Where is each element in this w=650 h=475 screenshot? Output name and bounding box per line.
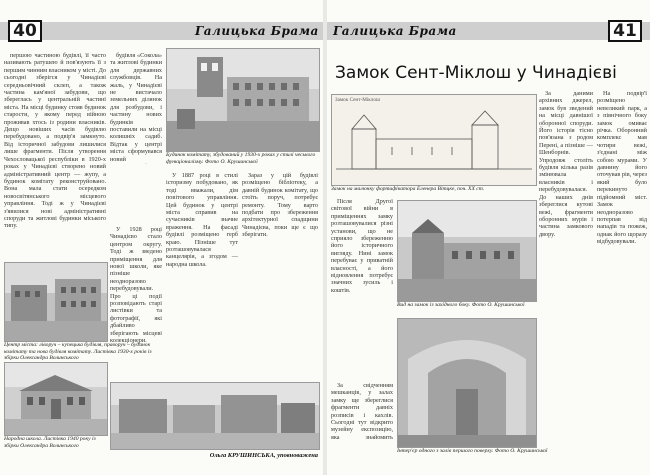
article-title: Замок Сент-Міклош у Чинадієві xyxy=(335,63,617,83)
text-column-2 xyxy=(597,90,647,462)
column-text: Зараз у цій будівлі розміщено бібліотеку, а давній будинок комітату, що стоїть поруч, потребує ремонту. Тому варто подбати про збереження архітектурної спадщини Чинадієва, поки ще є що зберігати. xyxy=(242,172,318,239)
caption-castle-photo: Вид на замок із західного боку. Фото О. Крушинської xyxy=(397,302,525,308)
text-column-4 xyxy=(242,172,318,304)
text-column-5 xyxy=(110,226,162,376)
castle-sketch-image xyxy=(332,95,536,185)
page-number: 40 xyxy=(8,20,42,42)
column-text: У 1887 році в стилі історизму побудовано, як тоді вважали, дім повітового управління. Цей будинок у центрі міста справив на сучасників значне враження. На фасаді будівлі розміщено герб краю. Пізніше тут розташовувалася канцелярія, а згодом — народна школа. xyxy=(166,172,238,268)
text-column-3 xyxy=(331,198,393,378)
caption-committee-photo: Будинок комітату, збудований у 1930-х роках у стилі чеського функціоналізму. Фото О. Крушинської xyxy=(166,152,316,165)
column-text: За даними архівних джерел, замок був зведений на місці давнішої оборонної споруди. Його історія тісно пов'язана з родом Перені, а пізніше — Шенборнів. Упродовж століть будівля кілька разів змінювала власників і перебудовувалася. До наших днів збереглися кутові вежі, фрагменти оборонних мурів і частина замкового двору. xyxy=(539,90,593,238)
photo-street-view xyxy=(110,382,320,450)
text-column-1 xyxy=(4,52,106,240)
caption-town-center: Центр міста: ліворуч – купецька будівля, праворуч – будинок комітату та нова будівля комітату. Листівка 1930-х років із збірки Олександра Волинського xyxy=(4,342,152,362)
author-signature: Ольга КРУШИНСЬКА, уповноважена xyxy=(209,452,318,459)
column-text: У 1928 році Чинадієво стало центром округу. Тоді ж зведено приміщення для нової школи, яке пізніше неодноразово перебудовували. Про ці події розповідають старі листівки та фотографії, які дбайливо зберігають місцеві колекціонери. xyxy=(110,226,162,345)
postcard-image xyxy=(5,263,107,341)
street-image xyxy=(111,383,319,449)
interior-image xyxy=(398,319,536,447)
sketch-label: Замок Сент-Міклош xyxy=(335,97,380,103)
column-text: будівля «Сокола» та житлові будинки для державних службовців. На жаль, у Чинадієві не вистачало земельних ділянок для розбудови, і частину нових будинків поставили на місці колишніх садиб. Відтак у центрі міста сформувався новий xyxy=(110,52,162,163)
column-text: першою частиною будівлі, її часто називають ратушею й пов'язують її з першим чинним власником у місті. До сьогодні зберігся у Чинадієві середньовічний склеп, а також частина кам'яної забудови, що збереглась у центральній частині міста. На місці будинку стояв будинок старости, у якому перед війною проживав хтось із родини власників. Дещо новіших часів будівлю перебудовано, а подвір'я замкнуто. Від історичної забудови лишилися лише фрагменти. Після утворення Чехословацької республіки в 1920-х роках у Чинадієві створено новий адміністративний центр — жупу, а будинок комітату реконструйовано. Вона мала стати осередком новосвітянського місцевого управління. Тоді ж у Чинадієві з'явилися нові адміністративні споруди та житлові будинки міського типу. xyxy=(4,52,106,230)
photo-committee-building xyxy=(166,48,320,152)
masthead: Галицька Брама xyxy=(195,24,319,38)
text-column-2 xyxy=(110,52,162,164)
photo-castle-west-view xyxy=(397,200,537,302)
text-column-4 xyxy=(331,382,393,442)
sketch-castle-drawing xyxy=(331,94,537,186)
school-image xyxy=(5,363,107,435)
masthead: Галицька Брама xyxy=(333,24,457,38)
caption-folk-school: Народна школа. Листівка 1940 року із збірки Олександра Волинського xyxy=(4,436,96,449)
page-number: 41 xyxy=(608,20,642,42)
column-text: Після Другої світової війни в приміщеннях замку розташовувалися різні установи, що не сприяло збереженню його історичного вигляду. Нині замок перебуває у приватній власності, а його відновлення потребує значних зусиль і коштів. xyxy=(331,198,393,294)
column-text: За свідченням мешканців, у залах замку ще збереглися фрагменти давніх розписів і кахлів. Сьогодні тут відкрито музейну експозицію, яка знайомить xyxy=(331,382,393,441)
text-column-3 xyxy=(166,172,238,304)
castle-photo-image xyxy=(398,201,536,301)
text-column-1 xyxy=(539,90,593,462)
caption-castle-interior: Інтер'єр одного з залів першого поверху. Фото О. Крушинської xyxy=(397,448,548,454)
photo-folk-school-postcard xyxy=(4,362,108,436)
left-page xyxy=(0,0,323,475)
photo-town-center-postcard xyxy=(4,262,108,342)
column-text: На подвір'ї розміщено невеликий парк, а з північного боку замок омиває річка. Оборонний комплекс мав чотири вежі, з'єднані між собою мурами. У давнину його оточував рів, через який було перекинуто підйомний міст. Замок неодноразово потерпав від нападів та пожеж, однак його щоразу відбудовували. xyxy=(597,90,647,246)
photo-castle-interior xyxy=(397,318,537,448)
caption-castle-sketch: Замок на малюнку фортифікатора Еленера Вітцке, поч. ХХ ст. xyxy=(331,186,485,192)
building-image xyxy=(167,49,319,151)
right-page xyxy=(327,0,650,475)
